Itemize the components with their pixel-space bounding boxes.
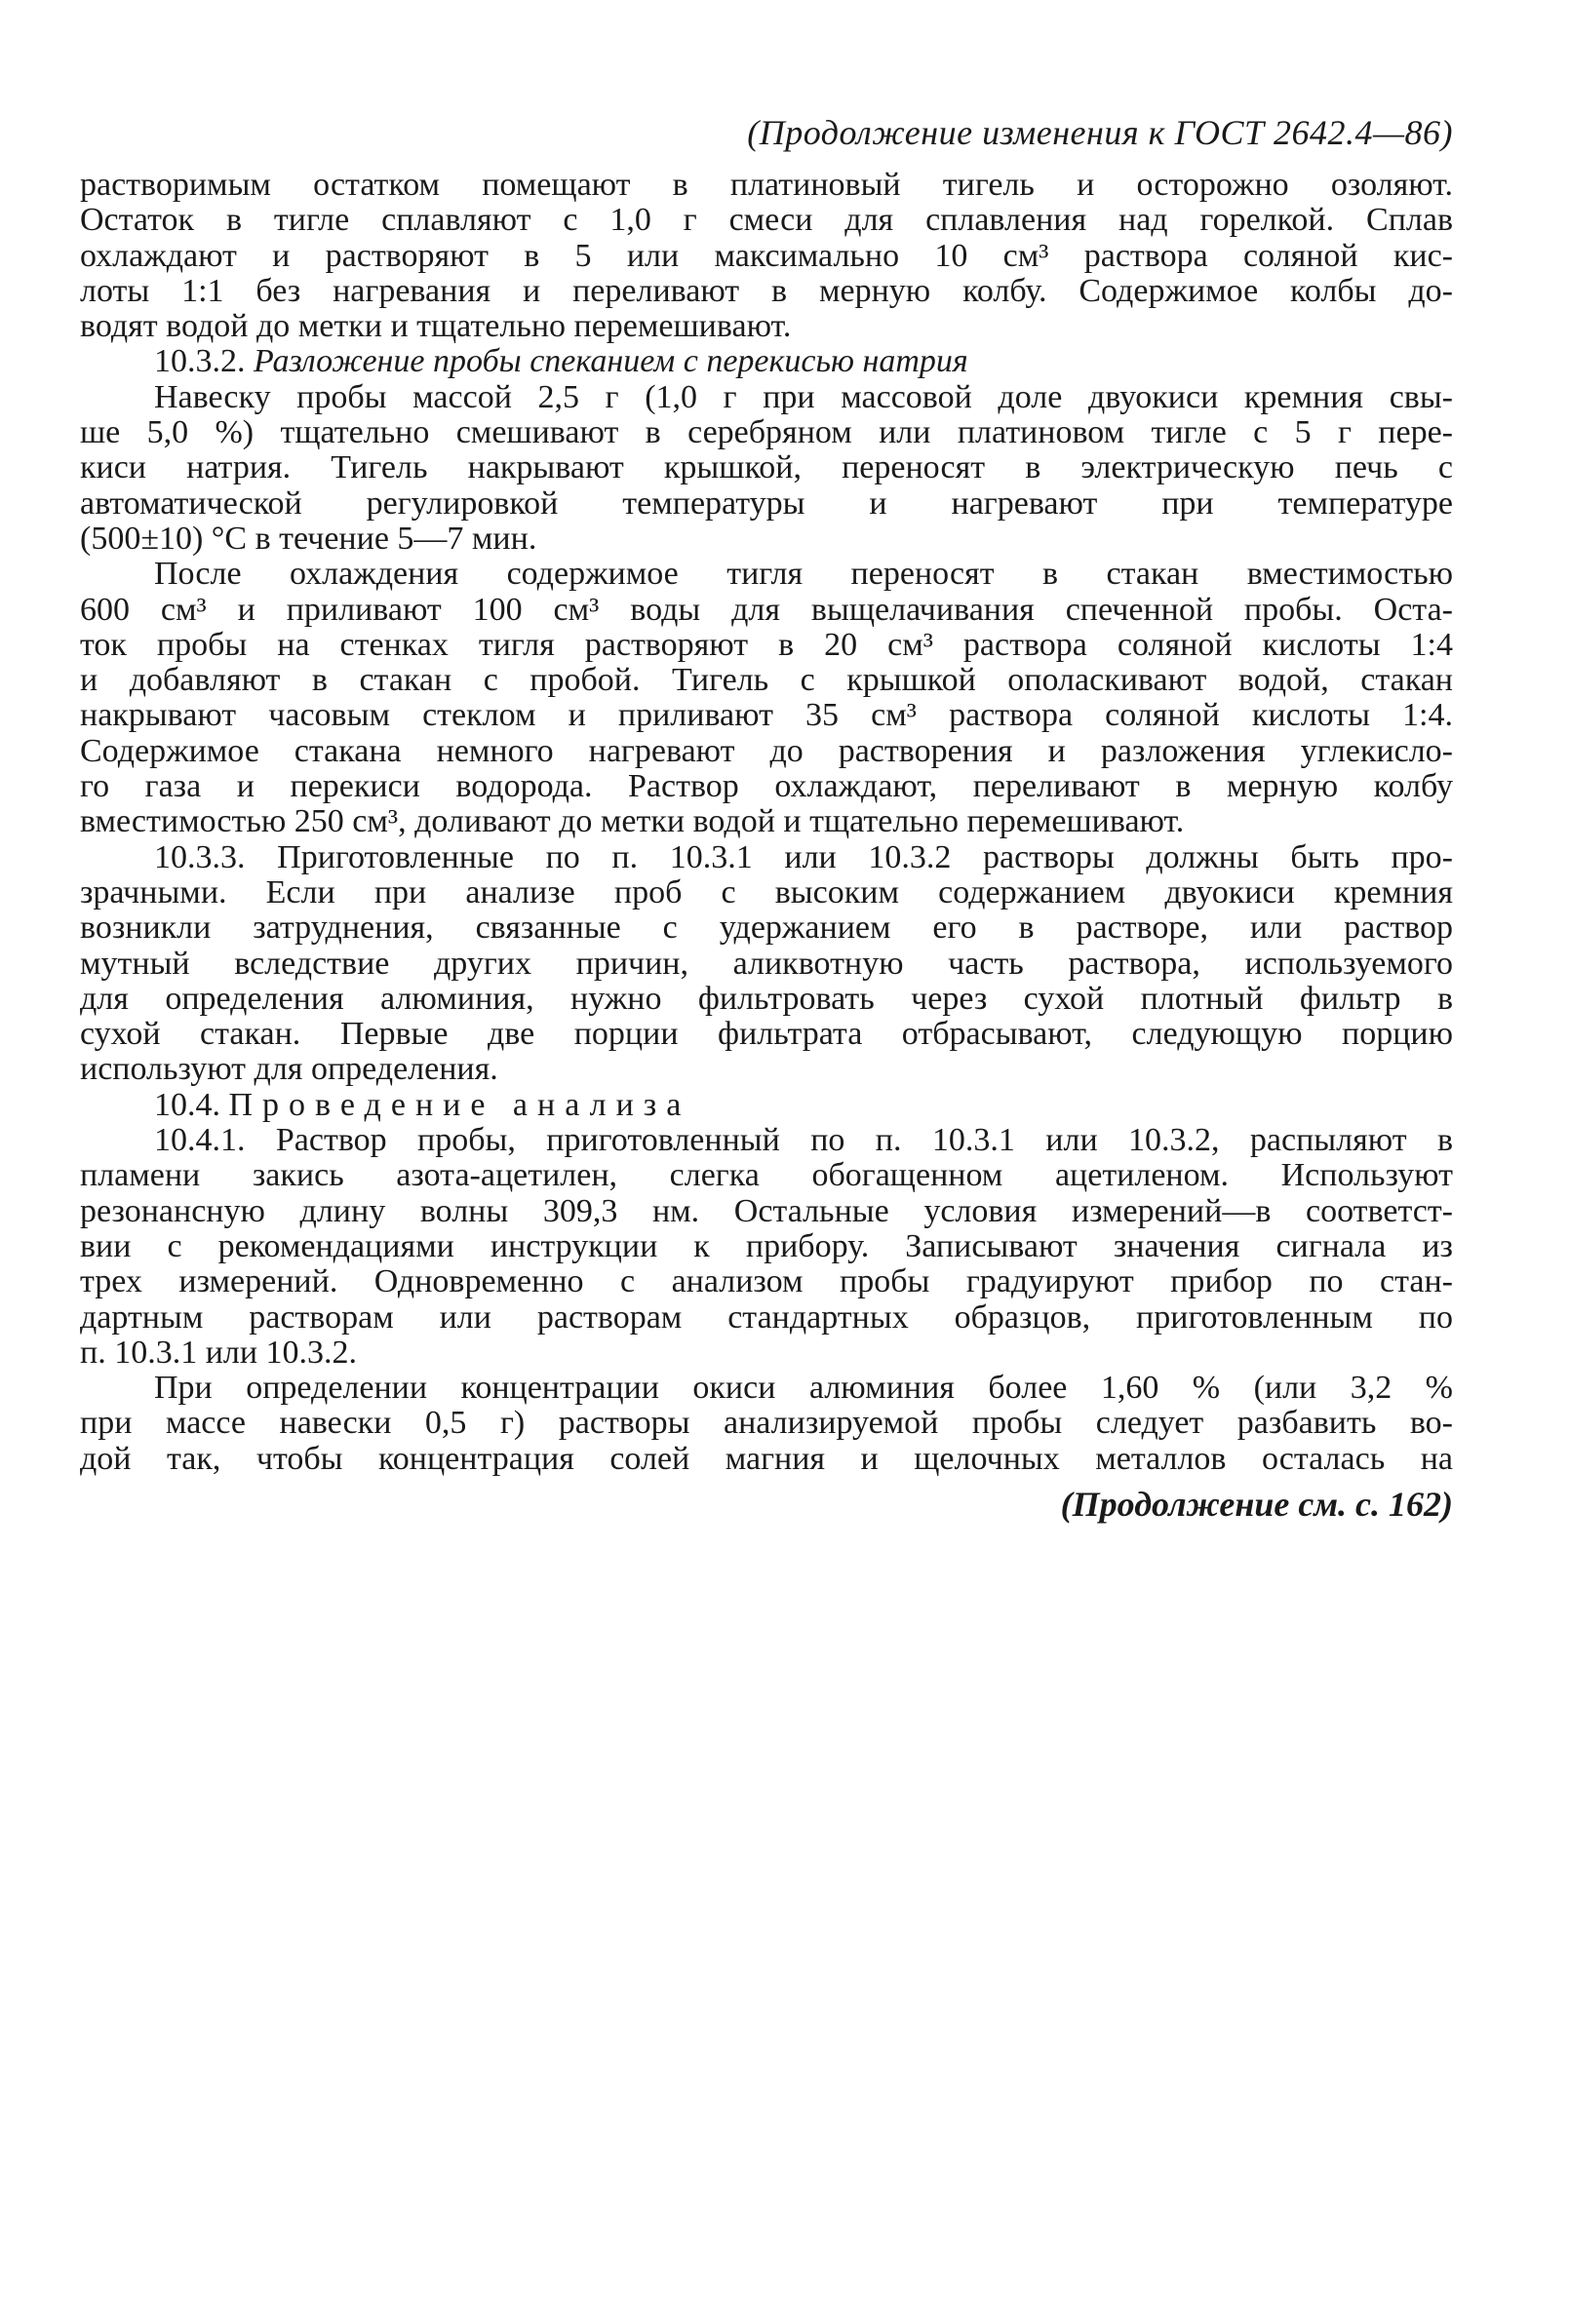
section-heading-10-3-2 [80, 344, 1453, 379]
text-line: используют для определения. [80, 1051, 498, 1088]
text-line: (500±10) °С в течение 5—7 мин. [80, 520, 537, 557]
text-line: 10.3.3. Приготовленные по п. 10.3.1 или 10.3.2 растворы должны быть про- [154, 838, 1453, 875]
text-line: Содержимое стакана немного нагревают до растворения и разложения углекисло- [80, 732, 1453, 769]
text-line: Остаток в тигле сплавляют с 1,0 г смеси для сплавления над горелкой. Сплав [80, 202, 1453, 239]
continuation-header: (Продолжение изменения к ГОСТ 2642.4—86) [747, 113, 1453, 152]
section-title: Разложение пробы спеканием с перекисью натрия [254, 343, 968, 380]
text-line: зрачными. Если при анализе проб с высоким содержанием двуокиси кремния [80, 873, 1453, 910]
text-line: резонансную длину волны 309,3 нм. Остальные условия измерений—в соответст- [80, 1192, 1453, 1229]
text-line: вии с рекомендациями инструкции к прибору. Записывают значения сигнала из [80, 1227, 1453, 1264]
text-line: автоматической регулировкой температуры и нагревают при температуре [80, 484, 1453, 522]
text-line: возникли затруднения, связанные с удержанием его в растворе, или раствор [80, 910, 1453, 947]
text-line: пламени закись азота-ацетилен, слегка обогащенном ацетиленом. Используют [80, 1157, 1453, 1194]
text-line: растворимым остатком помещают в платиновый тигель и осторожно озоляют. [80, 167, 1453, 203]
section-number: 10.4. [154, 1086, 220, 1123]
paragraph-10-3-3 [80, 840, 1453, 1088]
text-line: п. 10.3.1 или 10.3.2. [80, 1334, 358, 1371]
text-line: водят водой до метки и тщательно перемешивают. [80, 308, 792, 345]
text-line: го газа и перекиси водорода. Раствор охлаждают, переливают в мерную колбу [80, 768, 1453, 805]
text-line: накрывают часовым стеклом и приливают 35 см³ раствора соляной кислоты 1:4. [80, 697, 1453, 734]
text-line: При определении концентрации окиси алюминия более 1,60 % (или 3,2 % [154, 1370, 1453, 1407]
text-line: трех измерений. Одновременно с анализом пробы градуируют прибор по стан- [80, 1263, 1453, 1300]
section-number: 10.3.2. [154, 343, 246, 380]
text-line: ток пробы на стенках тигля растворяют в 20 см³ раствора соляной кислоты 1:4 [80, 626, 1453, 663]
continuation-footer: (Продолжение см. с. 162) [1060, 1485, 1453, 1524]
text-line: лоты 1:1 без нагревания и переливают в мерную колбу. Содержимое колбы до- [80, 272, 1453, 309]
text-line: охлаждают и растворяют в 5 или максимально 10 см³ раствора соляной кис- [80, 237, 1453, 274]
paragraph-residue-fusion [80, 168, 1453, 344]
body-text [80, 168, 1453, 1477]
text-line: дартным растворам или растворам стандартных образцов, приготовленным по [80, 1298, 1453, 1336]
section-title: Проведение анализа [228, 1086, 691, 1123]
text-line: киси натрия. Тигель накрывают крышкой, переносят в электрическую печь с [80, 449, 1453, 486]
paragraph-sintering [80, 380, 1453, 557]
paragraph-cooling [80, 557, 1453, 839]
section-heading-10-4 [80, 1088, 1453, 1123]
text-line: 600 см³ и приливают 100 см³ воды для выщелачивания спеченной пробы. Оста- [80, 591, 1453, 628]
text-line: Навеску пробы массой 2,5 г (1,0 г при массовой доле двуокиси кремния свы- [154, 378, 1453, 415]
text-line: 10.4.1. Раствор пробы, приготовленный по п. 10.3.1 или 10.3.2, распыляют в [154, 1122, 1453, 1159]
text-line: После охлаждения содержимое тигля переносят в стакан вместимостью [154, 556, 1453, 593]
paragraph-10-4-1 [80, 1123, 1453, 1371]
text-line: вместимостью 250 см³, доливают до метки водой и тщательно перемешивают. [80, 803, 1185, 840]
text-line: дой так, чтобы концентрация солей магния и щелочных металлов осталась на [80, 1440, 1453, 1477]
text-line: и добавляют в стакан с пробой. Тигель с крышкой ополаскивают водой, стакан [80, 662, 1453, 699]
text-line: ше 5,0 %) тщательно смешивают в серебряном или платиновом тигле с 5 г пере- [80, 414, 1453, 451]
text-line: для определения алюминия, нужно фильтровать через сухой плотный фильтр в [80, 980, 1453, 1017]
paragraph-dilution [80, 1371, 1453, 1477]
text-line: при массе навески 0,5 г) растворы анализируемой пробы следует разбавить во- [80, 1405, 1453, 1442]
text-line: сухой стакан. Первые две порции фильтрата отбрасывают, следующую порцию [80, 1016, 1453, 1053]
text-line: мутный вследствие других причин, аликвотную часть раствора, используемого [80, 945, 1453, 982]
